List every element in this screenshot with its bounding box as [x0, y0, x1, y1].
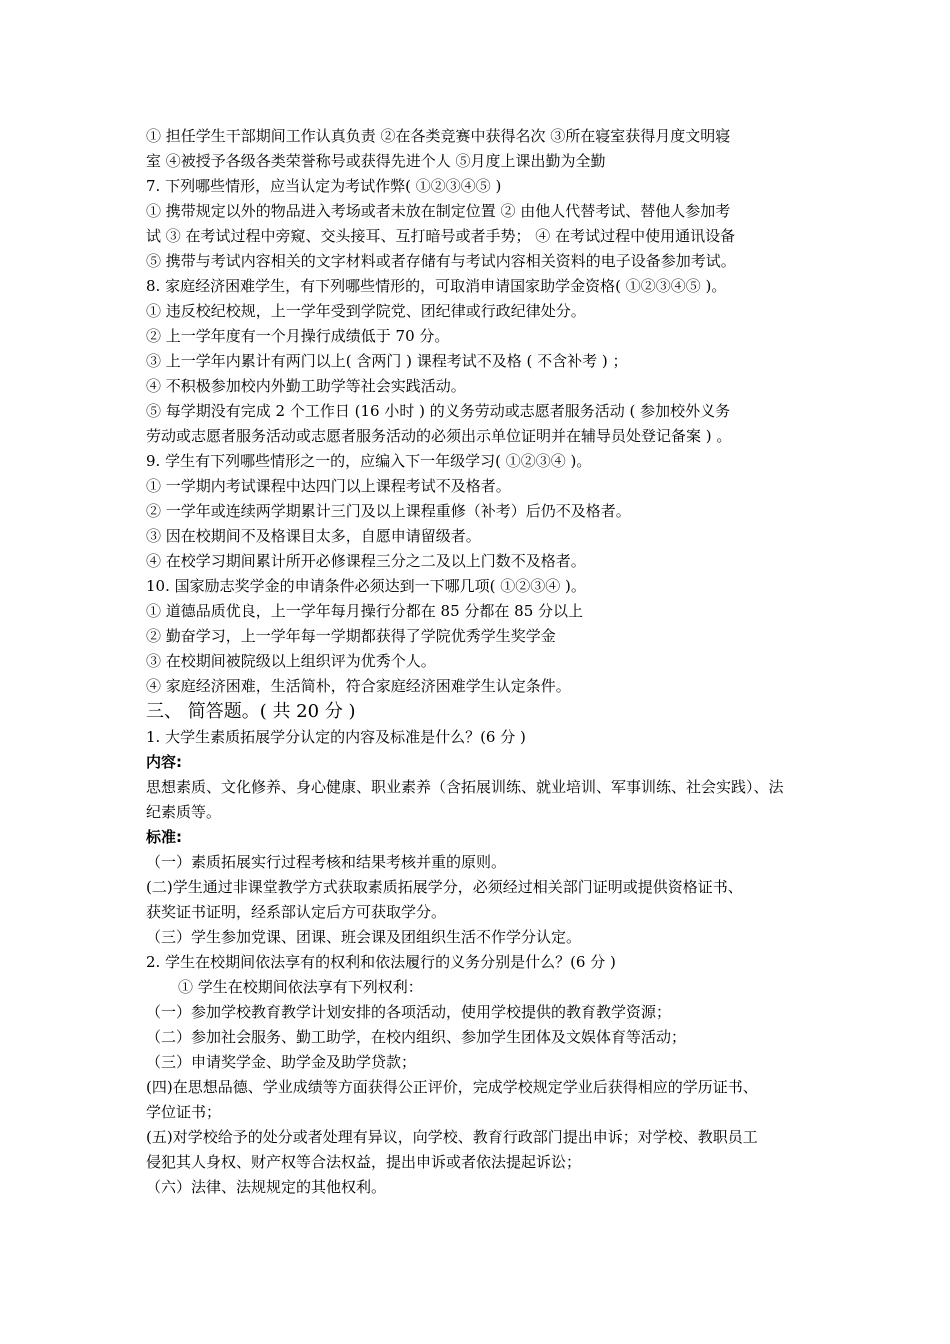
subheading: 内容:	[146, 753, 182, 771]
text-line: （六）法律、法规规定的其他权利。	[146, 1178, 387, 1196]
text-line: 获奖证书证明，经系部认定后方可获取学分。	[146, 903, 447, 921]
text-line: ① 担任学生干部期间工作认真负责 ②在各类竞赛中获得名次 ③所在寝室获得月度文明寝	[146, 127, 731, 145]
text-line: （三）学生参加党课、团课、班会课及团组织生活不作学分认定。	[146, 928, 582, 946]
text-line: 7. 下列哪些情形，应当认定为考试作弊( ①②③④⑤ )	[146, 177, 502, 195]
section-heading: 三、 简答题。( 共 20 分 )	[146, 701, 356, 722]
text-line: ① 违反校纪校规，上一学年受到学院党、团纪律或行政纪律处分。	[146, 302, 586, 320]
text-line: 思想素质、文化修养、身心健康、职业素养（含拓展训练、就业培训、军事训练、社会实践）、法	[146, 778, 784, 796]
text-line: 学位证书；	[146, 1103, 222, 1121]
text-line: （一）参加学校教育教学计划安排的各项活动，使用学校提供的教育教学资源；	[146, 1003, 672, 1021]
text-line: 试 ③ 在考试过程中旁窥、交头接耳、互打暗号或者手势； ④ 在考试过程中使用通讯设备	[146, 227, 736, 245]
text-line: ② 上一学年度有一个月操行成绩低于 70 分。	[146, 327, 450, 345]
text-line: ③ 上一学年内累计有两门以上( 含两门 ) 课程考试不及格 ( 不含补考 ) ；	[146, 352, 628, 370]
text-line: ① 学生在校期间依法享有下列权利：	[178, 978, 423, 996]
text-line: ③ 在校期间被院级以上组织评为优秀个人。	[146, 652, 436, 670]
text-line: 侵犯其人身权、财产权等合法权益，提出申诉或者依法提起诉讼；	[146, 1153, 582, 1171]
text-line: ⑤ 每学期没有完成 2 个工作日 (16 小时 ) 的义务劳动或志愿者服务活动 ( 参加校外义务	[146, 402, 731, 420]
text-line: (二)学生通过非课堂教学方式获取素质拓展学分，必须经过相关部门证明或提供资格证书、	[146, 878, 743, 896]
text-line: ④ 家庭经济困难，生活简朴，符合家庭经济困难学生认定条件。	[146, 677, 571, 695]
text-line: 劳动或志愿者服务活动或志愿者服务活动的必须出示单位证明并在辅导员处登记备案 ) 。	[146, 427, 732, 445]
text-line: （一）素质拓展实行过程考核和结果考核并重的原则。	[146, 853, 507, 871]
text-line: 2. 学生在校期间依法享有的权利和依法履行的义务分别是什么？(6 分 )	[146, 953, 616, 971]
text-line: ② 一学年或连续两学期累计三门及以上课程重修（补考）后仍不及格者。	[146, 502, 631, 520]
text-line: ① 一学期内考试课程中达四门以上课程考试不及格者。	[146, 477, 511, 495]
text-line: 8. 家庭经济困难学生，有下列哪些情形的，可取消申请国家助学金资格( ①②③④⑤ )。	[146, 277, 727, 295]
subheading: 标准:	[146, 828, 182, 846]
text-line: 纪素质等。	[146, 803, 222, 821]
text-line: ① 携带规定以外的物品进入考场或者未放在制定位置 ② 由他人代替考试、替他人参加考	[146, 202, 731, 220]
text-line: ③ 因在校期间不及格课目太多，自愿申请留级者。	[146, 527, 481, 545]
text-line: （二）参加社会服务、勤工助学，在校内组织、参加学生团体及文娱体育等活动；	[146, 1028, 687, 1046]
text-line: ⑤ 携带与考试内容相关的文字材料或者存储有与考试内容相关资料的电子设备参加考试。	[146, 252, 736, 270]
text-line: （三）申请奖学金、助学金及助学贷款；	[146, 1053, 417, 1071]
text-line: 1. 大学生素质拓展学分认定的内容及标准是什么？(6 分 )	[146, 728, 526, 746]
text-line: (四)在思想品德、学业成绩等方面获得公正评价，完成学校规定学业后获得相应的学历证书、	[146, 1078, 758, 1096]
text-line: ② 勤奋学习，上一学年每一学期都获得了学院优秀学生奖学金	[146, 627, 556, 645]
text-line: 9. 学生有下列哪些情形之一的，应编入下一年级学习( ①②③④ )。	[146, 452, 592, 470]
text-line: 10. 国家励志奖学金的申请条件必须达到一下哪几项( ①②③④ )。	[146, 577, 586, 595]
text-line: ④ 不积极参加校内外勤工助学等社会实践活动。	[146, 377, 466, 395]
text-line: (五)对学校给予的处分或者处理有异议，向学校、教育行政部门提出申诉；对学校、教职员工	[146, 1128, 758, 1146]
text-line: 室 ④被授予各级各类荣誉称号或获得先进个人 ⑤月度上课出勤为全勤	[146, 152, 606, 170]
text-line: ① 道德品质优良，上一学年每月操行分都在 85 分都在 85 分以上	[146, 602, 584, 620]
text-line: ④ 在校学习期间累计所开必修课程三分之二及以上门数不及格者。	[146, 552, 586, 570]
document-page	[146, 124, 826, 1200]
